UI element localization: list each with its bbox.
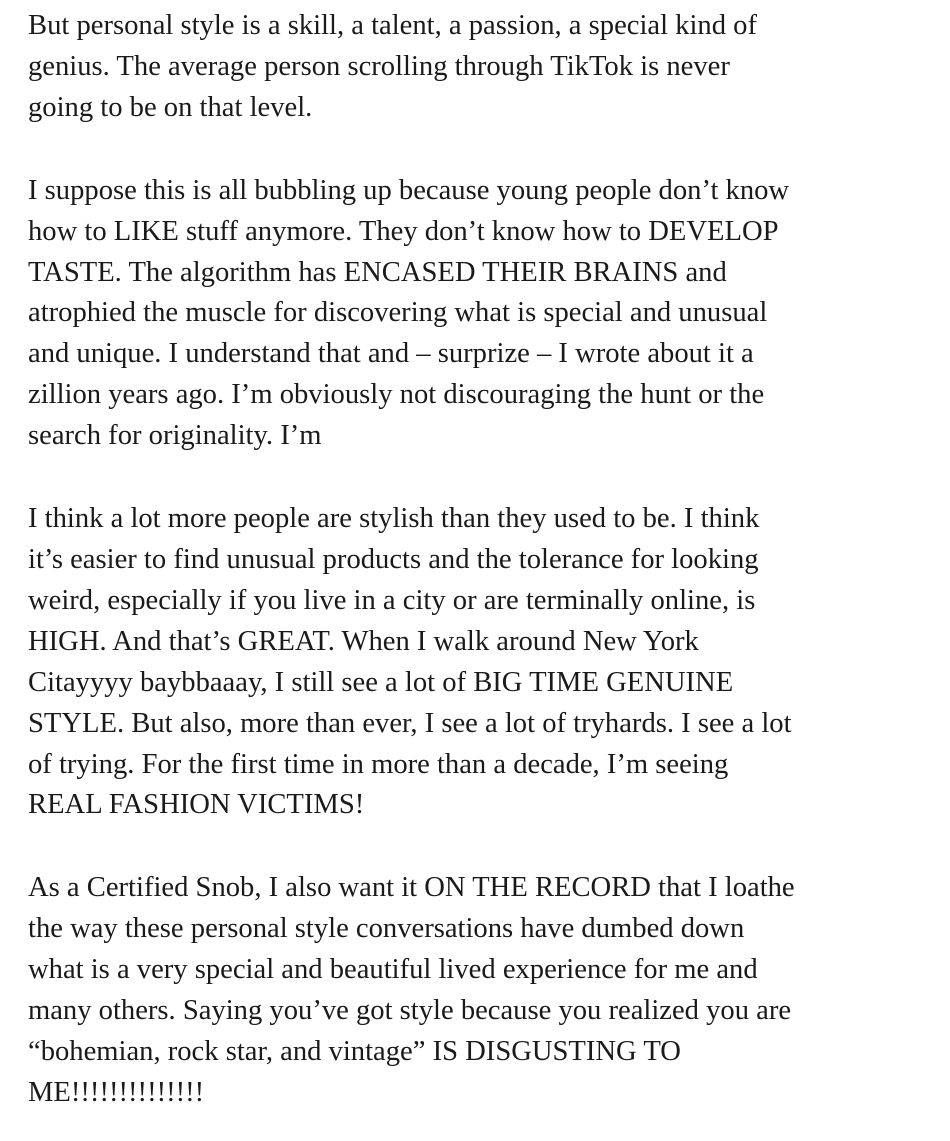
paragraph-fashion-victims: I think a lot more people are stylish than they used to be. I think it’s easier to find unusual products and the tolerance for looking weird, especially if you live in a city or are terminally online, is HIGH. And that’s GREAT. When I walk around New York Citayyyy baybbaaay, I still see a lot of BIG TIME GENUINE STYLE. But also, more than ever, I see a lot of tryhards. I see a lot of trying. For the first time in more than a decade, I’m seeing REAL FASHION VICTIMS!: [28, 503, 792, 821]
paragraph-develop-taste: I suppose this is all bubbling up because young people don’t know how to LIKE stuff anymore. They don’t know how to DEVELOP TASTE. The algorithm has ENCASED THEIR BRAINS and atrophied the muscle for discovering what is special and unusual and unique. I understand that and – surprize – I wrote about it a zillion years ago. I’m obviously not discouraging the hunt or the search for originality. I’m: [28, 174, 790, 452]
paragraph-personal-style-skill: But personal style is a skill, a talent, a passion, a special kind of genius. The average person scrolling through TikTok is never going to be on that level.: [28, 10, 757, 123]
paragraph-certified-snob: As a Certified Snob, I also want it ON THE RECORD that I loathe the way these personal style conversations have dumbed down what is a very special and beautiful lived experience for me and many others. Saying you’ve got style because you realized you are “bohemian, rock star, and vintage” IS DISGUSTING TO ME!!!!!!!!!!!!!!: [28, 872, 795, 1108]
